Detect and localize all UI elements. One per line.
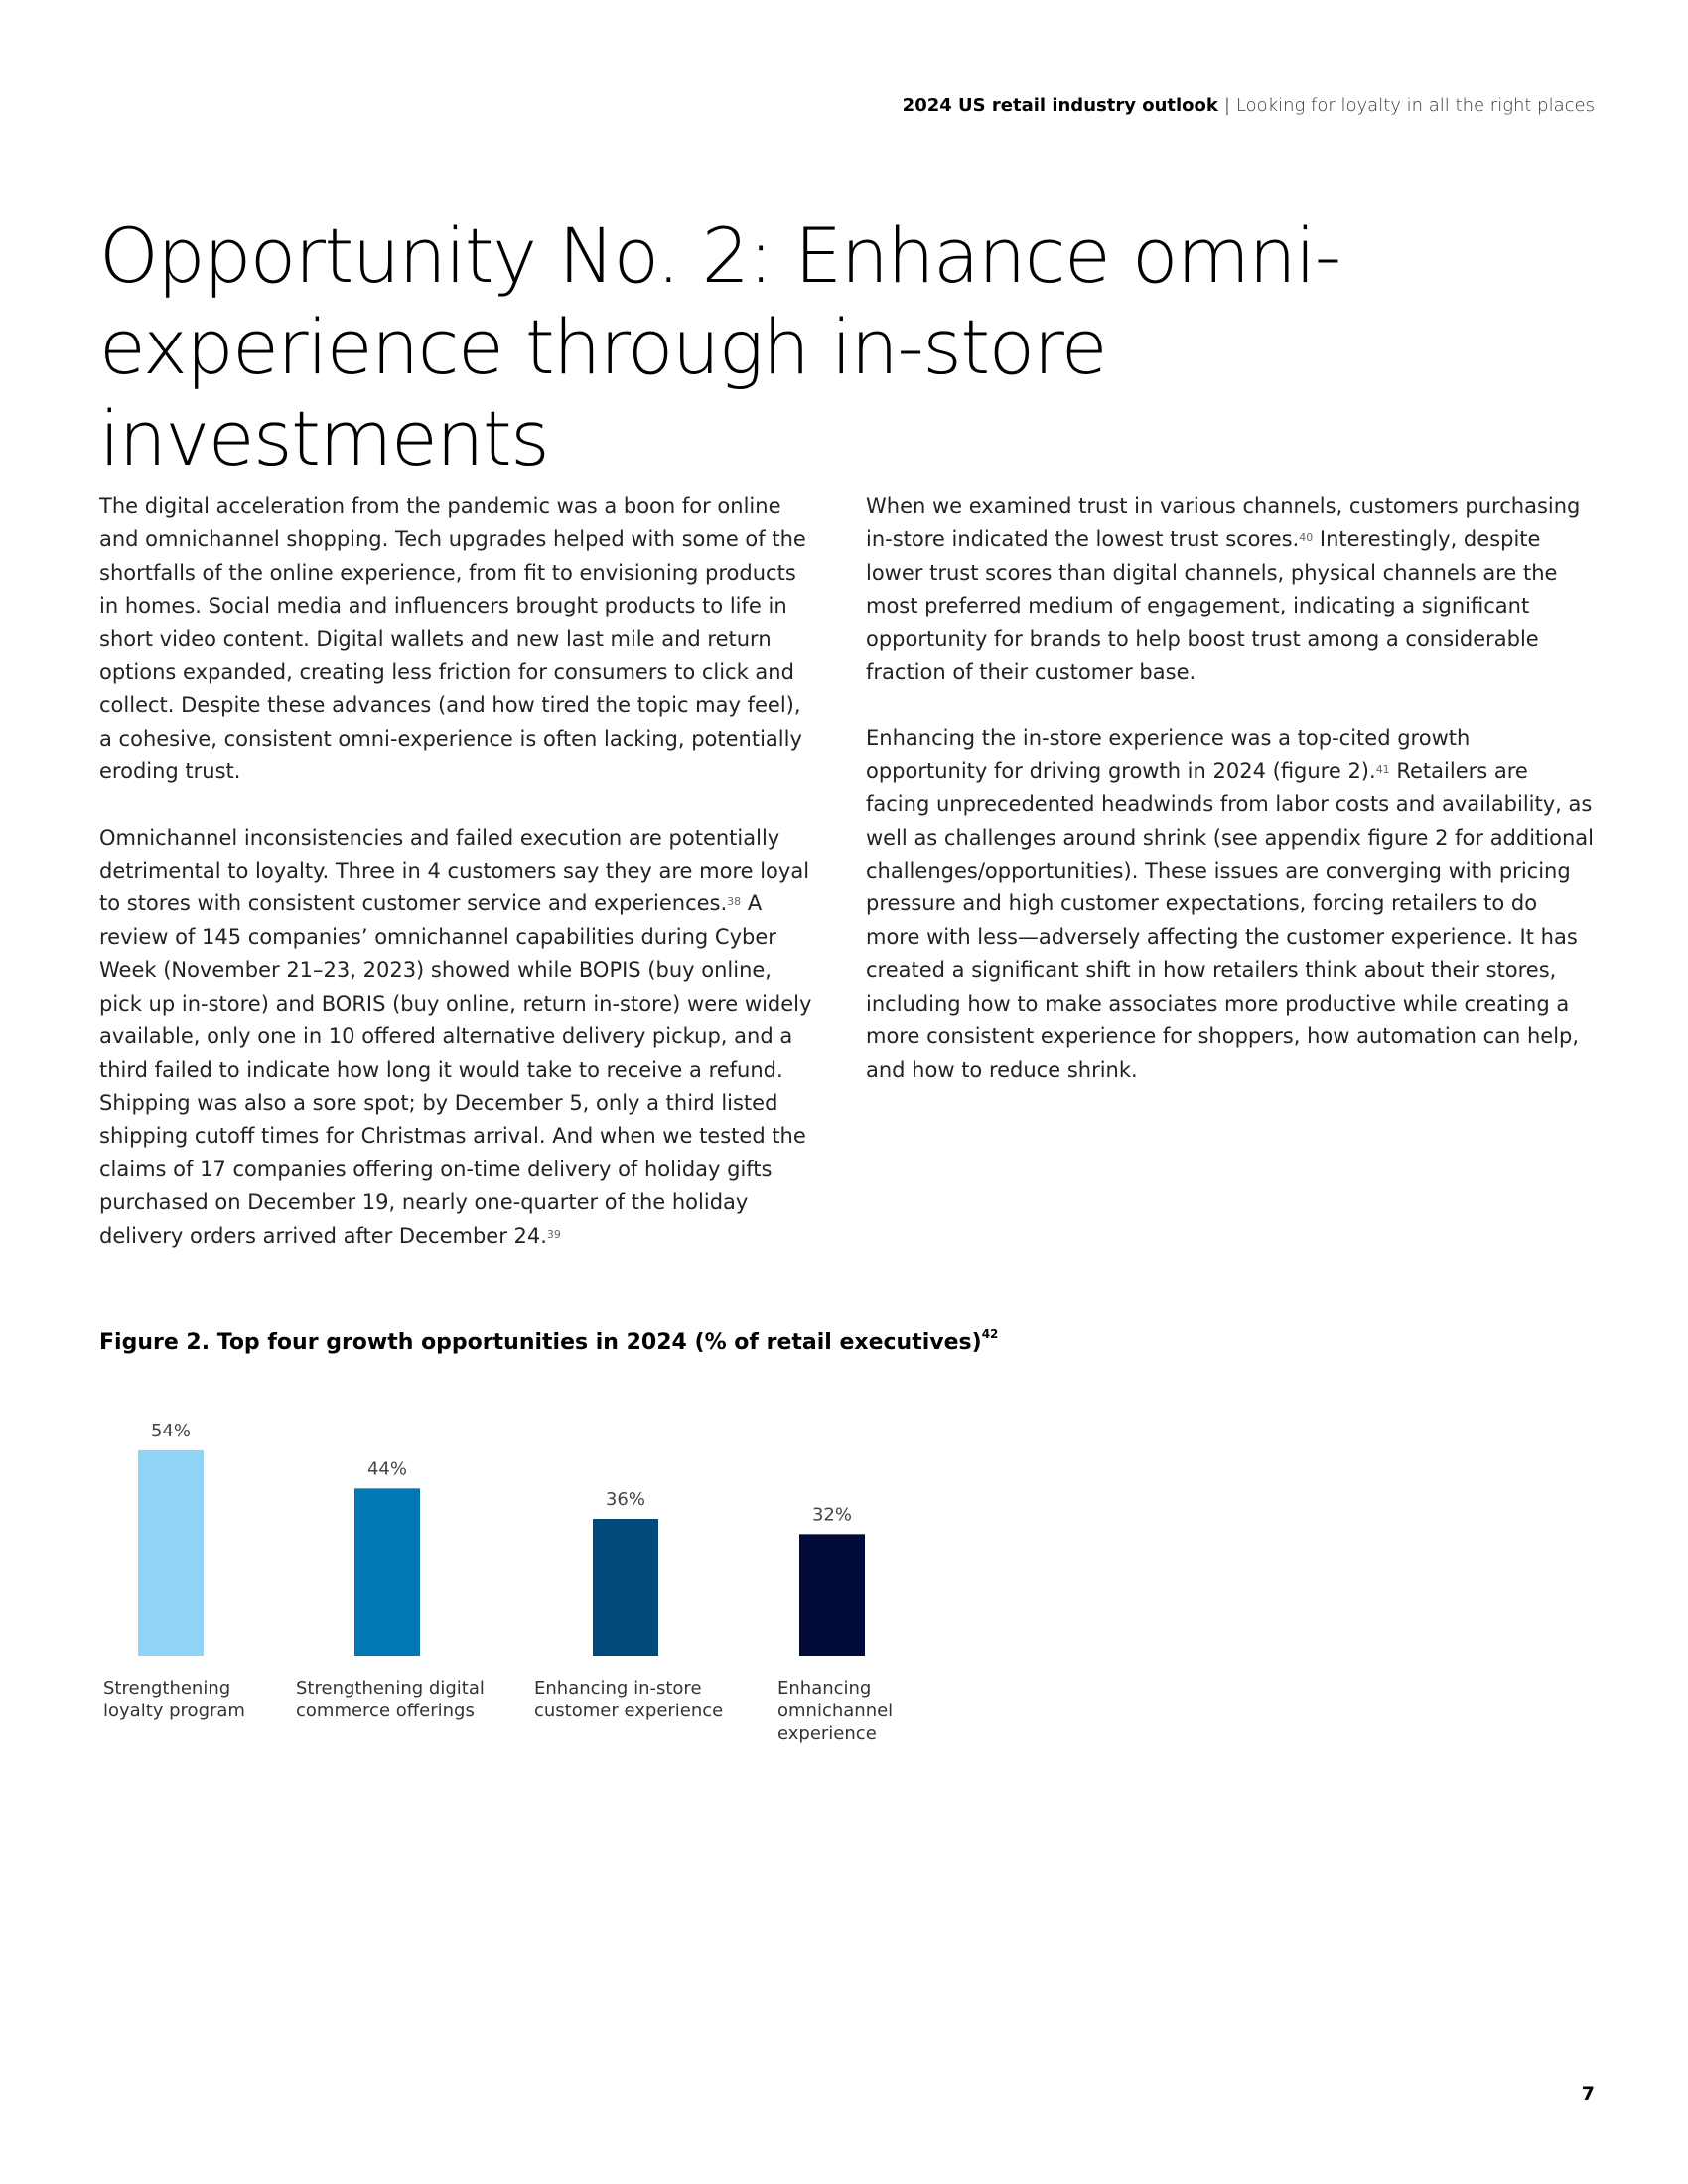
footnote-ref-40: 40 xyxy=(1299,531,1314,545)
right-paragraph-2-text-b: Retailers are facing unprecedented headwinds from labor costs and availability, as well as challenges around shrink (see appendix figure 2 for additional challenges/opportunities). These issues are converging with pricing pressure and high customer expectations, forcing retailers to do more with less—adversely affecting the customer experience. It has created a significant shift in how retailers think about their stores, including how to make associates more productive while creating a more consistent experience for shoppers, how automation can help, and how to reduce shrink. xyxy=(866,758,1594,1082)
figure-title-text: Figure 2. Top four growth opportunities in 2024 (% of retail executives) xyxy=(99,1330,982,1355)
footnote-ref-38: 38 xyxy=(727,895,742,909)
footnote-ref-42: 42 xyxy=(981,1327,999,1341)
left-paragraph-1: The digital acceleration from the pandemic was a boon for online and omnichannel shopping. Tech upgrades helped with some of the shortfalls of the online experience, from fit to envisioning products in homes. Social media and influencers brought products to life in short video content. Digital wallets and new last mile and return options expanded, creating less friction for consumers to click and collect. Despite these advances (and how tired the topic may feel), a cohesive, consistent omni-experience is often lacking, potentially eroding trust. xyxy=(99,494,806,784)
page-number: 7 xyxy=(1581,2083,1595,2105)
right-paragraph-1-text-a: When we examined trust in various channels, customers purchasing in-store indicated the lowest trust scores. xyxy=(866,494,1581,552)
value-label-4: 32% xyxy=(811,1504,853,1526)
running-header xyxy=(903,95,1595,116)
bar-2 xyxy=(354,1488,420,1656)
category-label-3: Enhancing in-store customer experience xyxy=(534,1678,724,1721)
right-paragraph-1 xyxy=(866,490,1597,689)
value-label-1: 54% xyxy=(150,1421,192,1441)
category-label-2: Strengthening digital commerce offerings xyxy=(296,1678,485,1721)
left-paragraph-2 xyxy=(99,822,820,1253)
footnote-ref-39: 39 xyxy=(546,1227,561,1241)
left-paragraph-2-text-a: Omnichannel inconsistencies and failed execution are potentially detrimental to loyalty. Three in 4 customers say they are more loyal to stores with consistent customer service and experiences. xyxy=(99,825,810,916)
right-column xyxy=(866,490,1597,1120)
right-paragraph-1-text-b: Interestingly, despite lower trust scores than digital channels, physical channels are the most preferred medium of engagement, indicating a significant opportunity for brands to help boost trust among a considerable fraction of their customer base. xyxy=(866,527,1558,685)
category-label-4: Enhancing omnichannel experience xyxy=(777,1678,894,1744)
bar-chart xyxy=(0,1390,993,1787)
figure-title xyxy=(99,1327,999,1355)
value-label-3: 36% xyxy=(605,1489,646,1510)
left-paragraph-2-text-b: A review of 145 companies’ omnichannel capabilities during Cyber Week (November 21–23, 2023) showed while BOPIS (buy online, pick up in-store) and BORIS (buy online, return in-store) were widely available, only one in 10 offered alternative delivery pickup, and a third failed to indicate how long it would take to receive a refund. Shipping was also a sore spot; by December 5, only a third listed shipping cutoff times for Christmas arrival. And when we tested the claims of 17 companies offering on-time delivery of holiday gifts purchased on December 19, nearly one-quarter of the holiday delivery orders arrived after December 24. xyxy=(99,891,812,1248)
value-label-2: 44% xyxy=(366,1458,408,1480)
page-title: Opportunity No. 2: Enhance omni-experience through in-store investments xyxy=(99,211,1340,482)
right-paragraph-2 xyxy=(866,722,1597,1086)
report-subtitle: Looking for loyalty in all the right places xyxy=(1235,95,1595,116)
bar-3 xyxy=(593,1519,658,1656)
report-title: 2024 US retail industry outlook xyxy=(902,95,1218,116)
category-label-1: Strengthening loyalty program xyxy=(103,1678,245,1721)
footnote-ref-41: 41 xyxy=(1375,762,1390,776)
bar-1 xyxy=(138,1450,204,1656)
right-paragraph-2-text-a: Enhancing the in-store experience was a top-cited growth opportunity for driving growth in 2024 (figure 2). xyxy=(866,726,1471,783)
bar-4 xyxy=(799,1534,865,1656)
left-column xyxy=(99,490,820,1286)
header-separator: | xyxy=(1223,95,1230,116)
